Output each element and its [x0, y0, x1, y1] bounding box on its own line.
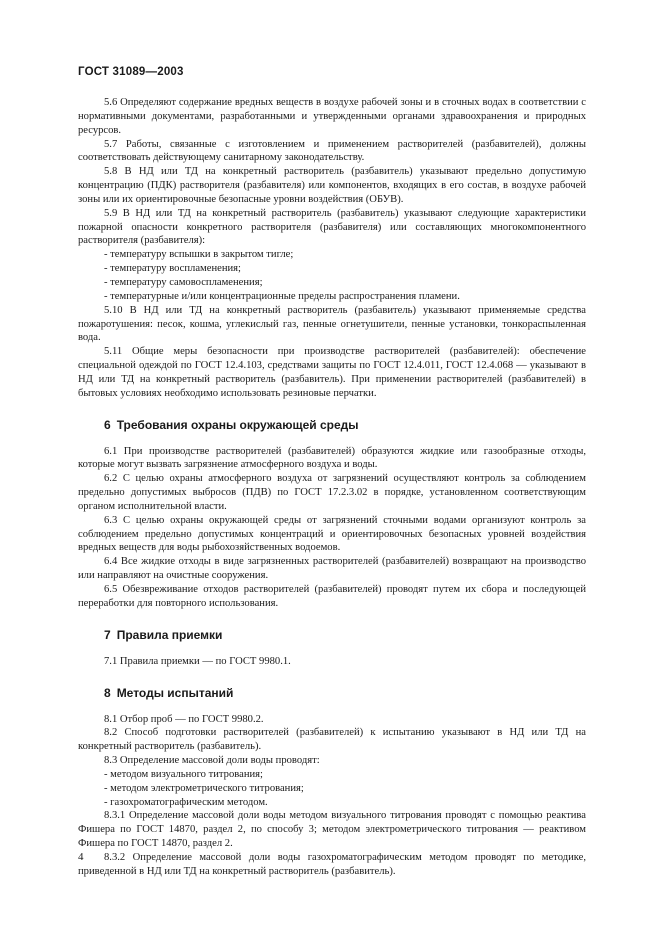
paragraph: 8.3.1 Определение массовой доли воды методом визуального титрования проводят с помощью реактива Фишера по ГОСТ 14870, раздел 2, по способу 3; методом электрометрического титрования — реактивом Фишера по ГОСТ 14870, раздел 2. — [78, 810, 586, 850]
paragraph: 5.11 Общие меры безопасности при производстве растворителей (разбавителей): обеспечение специальной одеждой по ГОСТ 12.4.103, средствами защиты по ГОСТ 12.4.011, ГОСТ 12.4.068 — указывают в НД или ТД на конкретный растворитель (разбавитель). При применении растворителей (разбавителей) в бытовых условиях необходимо использовать резиновые перчатки. — [78, 346, 586, 399]
paragraph: 8.3.2 Определение массовой доли воды газохроматографическим методом проводят по методике, приведенной в НД или ТД на конкретный растворитель (разбавитель). — [78, 851, 586, 877]
page-header: ГОСТ 31089—2003 — [78, 66, 184, 78]
paragraph: 5.6 Определяют содержание вредных веществ в воздухе рабочей зоны и в сточных водах в соответствии с нормативными документами, разработанными и утвержденными органами здравоохранения и природных ресурсов. — [78, 97, 586, 136]
paragraph: 6.2 С целью охраны атмосферного воздуха от загрязнений осуществляют контроль за соблюдением предельно допустимых выбросов (ПДВ) по ГОСТ 17.2.3.02 в порядке, установленном соответствующим органом исполнительной власти. — [78, 473, 586, 512]
section-heading — [78, 418, 586, 433]
document-body — [78, 96, 586, 879]
paragraph: 5.10 В НД или ТД на конкретный растворитель (разбавитель) указывают применяемые средства пожаротушения: песок, кошма, углекислый газ, пенные огнетушители, пенные установки, тонкораспыленная вода. — [78, 304, 586, 344]
paragraph: 6.1 При производстве растворителей (разбавителей) образуются жидкие или газообразные отходы, которые могут вызвать загрязнение атмосферного воздуха и воды. — [78, 445, 586, 471]
list-item: - методом электрометрического титрования; — [104, 782, 304, 794]
page-number: 4 — [78, 851, 84, 863]
list-item: - газохроматографическим методом. — [104, 796, 268, 808]
list-item: - температуру вспышки в закрытом тигле; — [104, 249, 294, 261]
section-title: Методы испытаний — [116, 685, 234, 700]
paragraph: 5.8 В НД или ТД на конкретный растворитель (разбавитель) указывают предельно допустимую концентрацию (ПДК) растворителя (разбавителя) или компонентов, входящих в его состав, в воздухе рабочей зоны или их ориентировочные безопасные уровни воздействия (ОБУВ). — [78, 166, 586, 205]
paragraph: 6.3 С целью охраны окружающей среды от загрязнений сточными водами организуют контроль за соблюдением предельно допустимых концентраций и ориентировочных безопасных уровней воздействия вредных веществ для воды рыбохозяйственных водоемов. — [78, 514, 586, 554]
paragraph: 8.2 Способ подготовки растворителей (разбавителей) к испытанию указывают в НД или ТД на конкретный растворитель (разбавитель). — [78, 727, 586, 753]
paragraph: 6.5 Обезвреживание отходов растворителей (разбавителей) проводят путем их сбора и последующей переработки для повторного использования. — [78, 584, 586, 609]
section-number: 8 — [104, 685, 111, 700]
paragraph: 7.1 Правила приемки — по ГОСТ 9980.1. — [104, 655, 291, 667]
section-number: 6 — [104, 417, 111, 432]
list-item: - температуру самовоспламенения; — [104, 276, 263, 288]
paragraph: 6.4 Все жидкие отходы в виде загрязненных растворителей (разбавителей) возвращают на производство или направляют на очистные сооружения. — [78, 556, 586, 582]
section-number: 7 — [104, 627, 111, 642]
list-item: - температурные и/или концентрационные пределы распространения пламени. — [104, 290, 460, 302]
paragraph: 5.7 Работы, связанные с изготовлением и применением растворителей (разбавителей), должны соответствовать действующему санитарному законодательству. — [78, 138, 586, 164]
paragraph: 8.3 Определение массовой доли воды проводят: — [104, 755, 320, 767]
list-item: - температуру воспламенения; — [104, 263, 241, 275]
paragraph: 8.1 Отбор проб — по ГОСТ 9980.2. — [104, 713, 264, 725]
list-item: - методом визуального титрования; — [104, 768, 263, 780]
section-title: Правила приемки — [116, 627, 223, 642]
section-heading — [78, 686, 586, 701]
section-heading — [78, 628, 586, 643]
section-title: Требования охраны окружающей среды — [116, 417, 359, 432]
paragraph: 5.9 В НД или ТД на конкретный растворитель (разбавитель) указывают следующие характеристики пожарной опасности конкретного растворителя (разбавителя) или составляющих многокомпонентного растворителя (разбавителя): — [78, 207, 586, 247]
